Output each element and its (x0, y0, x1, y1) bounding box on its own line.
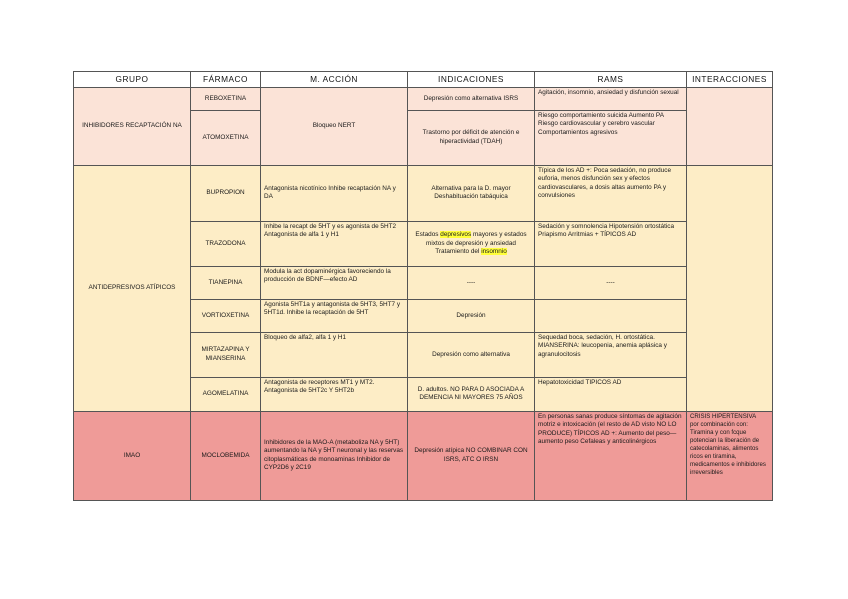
action-tianepina: Modula la act dopaminérgica favoreciendo la producción de BDNF—efecto AD (261, 266, 408, 299)
indication-trazodona (408, 221, 535, 266)
drug-atomoxetina: ATOMOXETINA (191, 110, 261, 165)
drug-tianepina: TIANEPINA (191, 266, 261, 299)
drug-agomelatina: AGOMELATINA (191, 377, 261, 411)
action-mirtazapina: Bloqueo de alfa2, alfa 1 y H1 (261, 332, 408, 377)
rams-agomelatina: Hepatotoxicidad TIPICOS AD (535, 377, 687, 411)
rams-trazodona: Sedación y somnolencia Hipotensión ortostática Priapismo Arritmias + TÍPICOS AD (535, 221, 687, 266)
rams-moclobemida: En personas sanas produce síntomas de agitación motriz e intoxicación (el resto de AD visto NO LO PRODUCE) TÍPICOS AD +: Aumento del peso—aumento peso Cefaleas y anticolinérgicos (535, 411, 687, 500)
header-grupo: GRUPO (74, 72, 191, 88)
header-interacciones: INTERACCIONES (687, 72, 773, 88)
interaction-body: por combinación con: Tiramina y con fcque potencian la liberación de catecolaminas, alimentos ricos en tiramina, medicamentos e inhibidores irreversibles (690, 420, 766, 477)
highlight-insomnio: insomnio (481, 248, 507, 256)
header-row (74, 72, 773, 88)
action-agomelatina: Antagonista de receptores MT1 y MT2. Antagonista de 5HT2c Y 5HT2b (261, 377, 408, 411)
rams-tianepina: ---- (535, 266, 687, 299)
rams-bupropion: Típica de los AD +: Poca sedación, no produce euforia, menos disfunción sex y efectos cardiovasculares, a dosis altas aumento PA y convulsiones (535, 165, 687, 221)
highlight-depresivos: depresivos (440, 231, 472, 239)
header-rams: RAMS (535, 72, 687, 88)
action-bupropion: Antagonista nicotínico Inhibe recaptación NA y DA (261, 165, 408, 221)
header-farmaco: FÁRMACO (191, 72, 261, 88)
drug-reboxetina: REBOXETINA (191, 87, 261, 110)
indication-reboxetina: Depresión como alternativa ISRS (408, 87, 535, 110)
interactions-reuptake-na (687, 87, 773, 165)
action-moclobemida: Inhibidores de la MAO-A (metaboliza NA y 5HT) aumentando la NA y 5HT neuronal y las reservas citoplasmáticas de monoaminas Inhibidor de CYP2D6 y 2C19 (261, 411, 408, 500)
indication-bupropion: Alternativa para la D. mayor Deshabituación tabáquica (408, 165, 535, 221)
indication-atomoxetina: Trastorno por déficit de atención e hiperactividad (TDAH) (408, 110, 535, 165)
header-accion: M. ACCIÓN (261, 72, 408, 88)
action-trazodona: Inhibe la recapt de 5HT y es agonista de 5HT2 Antagonista de alfa 1 y H1 (261, 221, 408, 266)
action-vortioxetina: Agonista 5HT1a y antagonista de 5HT3, 5HT7 y 5HT1d. Inhibe la recaptación de 5HT (261, 299, 408, 332)
group-imao: IMAO (74, 411, 191, 500)
interaction-title: CRISIS HIPERTENSIVA (690, 412, 757, 420)
interactions-imao (687, 411, 773, 500)
interactions-atypical (687, 165, 773, 411)
indication-text: Estados (415, 231, 441, 239)
header-indicaciones: INDICACIONES (408, 72, 535, 88)
rams-mirtazapina: Sequedad boca, sedación, H. ortostática. MIANSERINA: leucopenia, anemia aplásica y agranulocitosis (535, 332, 687, 377)
table-row (74, 87, 773, 110)
rams-reboxetina: Agitación, insomnio, ansiedad y disfunción sexual (535, 87, 687, 110)
action-bloqueo-nert: Bloqueo NERT (261, 87, 408, 165)
drug-bupropion: BUPROPION (191, 165, 261, 221)
table-row (74, 411, 773, 500)
indication-text: mayores y estados mixtos de depresión y ansiedad Tratamiento del (426, 231, 527, 256)
drug-trazodona: TRAZODONA (191, 221, 261, 266)
indication-tianepina: ---- (408, 266, 535, 299)
indication-mirtazapina: Depresión como alternativa (408, 332, 535, 377)
drug-vortioxetina: VORTIOXETINA (191, 299, 261, 332)
group-atypical-antidepressants: ANTIDEPRESIVOS ATÍPICOS (74, 165, 191, 411)
table-row (74, 165, 773, 221)
pharmacology-table (73, 71, 773, 501)
indication-moclobemida: Depresión atípica NO COMBINAR CON ISRS, ATC O IRSN (408, 411, 535, 500)
rams-vortioxetina (535, 299, 687, 332)
drug-mirtazapina-mianserina: MIRTAZAPINA Y MIANSERINA (191, 332, 261, 377)
indication-agomelatina: D. adultos. NO PARA D ASOCIADA A DEMENCIA NI MAYORES 75 AÑOS (408, 377, 535, 411)
indication-vortioxetina: Depresión (408, 299, 535, 332)
drug-moclobemida: MOCLOBEMIDA (191, 411, 261, 500)
group-reuptake-na: INHIBIDORES RECAPTACIÓN NA (74, 87, 191, 165)
rams-atomoxetina: Riesgo comportamiento suicida Aumento PA Riesgo cardiovascular y cerebro vascular Comportamientos agresivos (535, 110, 687, 165)
